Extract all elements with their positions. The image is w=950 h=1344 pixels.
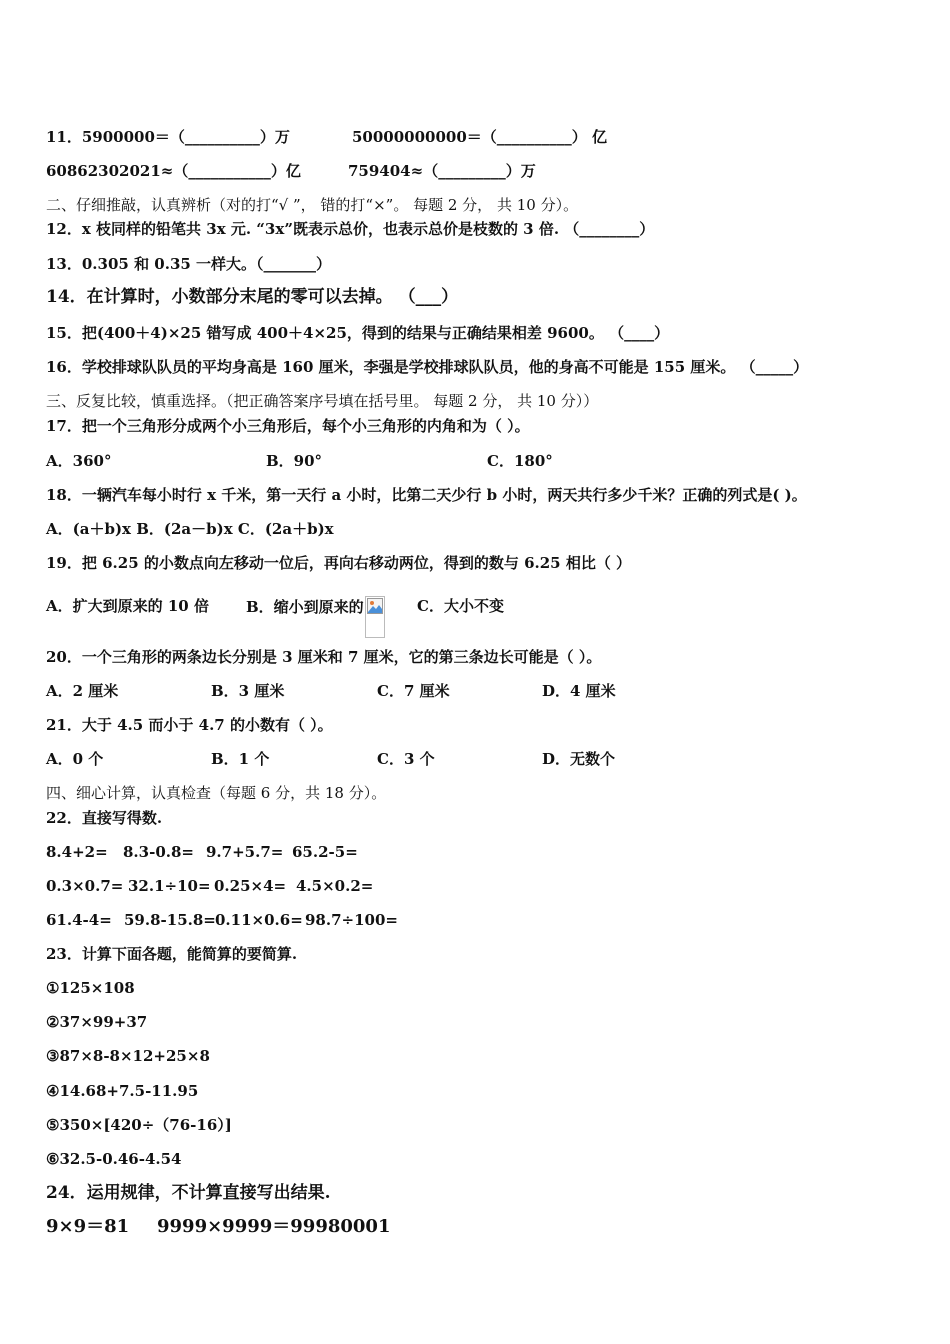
question-11-part-a: 11．5900000＝（__________）万 [46, 128, 290, 146]
q22-r2-c2: 32.1÷10= [128, 877, 211, 895]
q22-r3-c1: 61.4-4= [46, 911, 112, 929]
q22-r1-c3: 9.7+5.7= [206, 843, 284, 861]
broken-image-icon [365, 596, 385, 638]
question-12: 12．x 枝同样的铅笔共 3x 元. “3x”既表示总价，也表示总价是枝数的 3 倍. （________） [46, 220, 655, 238]
q23-item-5: ⑤350×[420÷（76-16）] [46, 1116, 232, 1134]
q22-r2-c4: 4.5×0.2= [296, 877, 374, 895]
q18-options: A．(a＋b)x B．(2a－b)x C．(2a＋b)x [46, 520, 334, 538]
q17-option-c: C．180° [487, 452, 553, 470]
question-11-part-b: 50000000000＝（__________） 亿 [352, 128, 608, 146]
section-2-heading: 二、仔细推敲，认真辨析（对的打“√ ”， 错的打“×”。 每题 2 分， 共 10 分）。 [46, 196, 579, 214]
question-22: 22．直接写得数. [46, 809, 163, 827]
question-15: 15．把(400＋4)×25 错写成 400＋4×25，得到的结果与正确结果相差 9600。 （____） [46, 324, 670, 342]
q23-item-2: ②37×99+37 [46, 1013, 148, 1031]
question-19: 19．把 6.25 的小数点向左移动一位后，再向右移动两位，得到的数与 6.25 相比（ ） [46, 554, 632, 572]
q17-option-b: B．90° [266, 452, 323, 470]
q22-r2-c1: 0.3×0.7= [46, 877, 124, 895]
q23-item-4: ④14.68+7.5-11.95 [46, 1082, 199, 1100]
q22-r3-c3: 0.11×0.6= [215, 911, 303, 929]
question-20: 20．一个三角形的两条边长分别是 3 厘米和 7 厘米，它的第三条边长可能是（ ）。 [46, 648, 602, 666]
question-13: 13．0.305 和 0.35 一样大。（_______） [46, 255, 332, 273]
q19-option-a: A．扩大到原来的 10 倍 [46, 597, 209, 615]
question-11-part-d: 759404≈（_________）万 [348, 162, 536, 180]
q19-option-c: C．大小不变 [417, 597, 504, 615]
q23-item-3: ③87×8-8×12+25×8 [46, 1047, 210, 1065]
q24-item-1: 9×9＝81 [46, 1216, 130, 1237]
q19-option-b [246, 596, 391, 638]
question-17: 17．把一个三角形分成两个小三角形后，每个小三角形的内角和为（ ）。 [46, 417, 530, 435]
question-11-part-c: 60862302021≈（___________）亿 [46, 162, 301, 180]
q22-r1-c2: 8.3-0.8= [123, 843, 194, 861]
q17-option-a: A．360° [46, 452, 112, 470]
q23-item-6: ⑥32.5-0.46-4.54 [46, 1150, 182, 1168]
q21-option-d: D．无数个 [542, 750, 616, 768]
section-4-heading: 四、细心计算，认真检查（每题 6 分，共 18 分）。 [46, 784, 387, 802]
q21-option-a: A．0 个 [46, 750, 104, 768]
question-14: 14．在计算时，小数部分末尾的零可以去掉。 （___） [46, 287, 459, 307]
q22-r2-c3: 0.25×4= [214, 877, 287, 895]
question-18: 18．一辆汽车每小时行 x 千米，第一天行 a 小时，比第二天少行 b 小时，两天共行多少千米？正确的列式是( )。 [46, 486, 807, 504]
q22-r1-c1: 8.4+2= [46, 843, 108, 861]
q24-item-2: 9999×9999＝99980001 [157, 1216, 391, 1237]
q20-option-b: B．3 厘米 [211, 682, 285, 700]
q23-item-1: ①125×108 [46, 979, 135, 997]
q22-r3-c4: 98.7÷100= [305, 911, 398, 929]
q21-option-c: C．3 个 [377, 750, 435, 768]
q21-option-b: B．1 个 [211, 750, 270, 768]
question-16: 16．学校排球队队员的平均身高是 160 厘米，李强是学校排球队队员，他的身高不可能是 155 厘米。 （_____） [46, 358, 809, 376]
question-24: 24．运用规律，不计算直接写出结果. [46, 1183, 331, 1203]
q22-r3-c2: 59.8-15.8= [124, 911, 216, 929]
q20-option-d: D．4 厘米 [542, 682, 616, 700]
section-3-heading: 三、反复比较，慎重选择。（把正确答案序号填在括号里。 每题 2 分， 共 10 分）） [46, 392, 599, 410]
q20-option-a: A．2 厘米 [46, 682, 119, 700]
question-23: 23．计算下面各题，能简算的要简算. [46, 945, 298, 963]
q20-option-c: C．7 厘米 [377, 682, 450, 700]
q22-r1-c4: 65.2-5= [292, 843, 358, 861]
q19-option-b-label: B．缩小到原来的 [246, 598, 364, 616]
question-21: 21．大于 4.5 而小于 4.7 的小数有（ ）。 [46, 716, 333, 734]
